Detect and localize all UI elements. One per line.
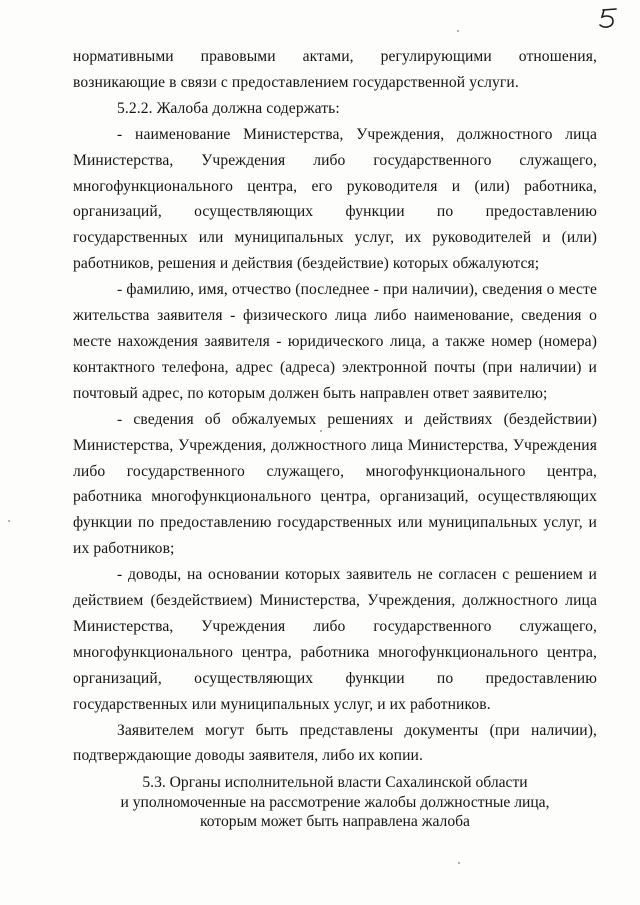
paragraph-item-decisions: - сведения об обжалуемых решениях и действиях (бездействии) Министерства, Учреждения, должностного лица Министерства, Учреждения либо государственного служащего, многофункционального центра, работника многофункционального центра, организаций, осуществляющих функции по предоставлению государственных или муниципальных услуг, и их работников;: [73, 410, 597, 558]
paragraph-item-arguments: - доводы, на основании которых заявитель не согласен с решением и действием (бездействием) Министерства, Учреждения, должностного лица Министерства, Учреждения либо государственного служащего, многофункционального центра, работника многофункционального центра, организаций, осуществляющих функции по предоставлению государственных или муниципальных услуг, и их работников.: [73, 566, 597, 713]
paragraph-continuation: нормативными правовыми актами, регулирующими отношения, возникающие в связи с предоставлением государственной услуги.: [73, 48, 597, 91]
scan-speck: [320, 430, 322, 432]
section-heading-5-3: [73, 773, 597, 832]
heading-line: 5.3. Органы исполнительной власти Сахалинской области: [142, 774, 528, 791]
handwritten-page-number: [594, 6, 622, 32]
heading-line: которым может быть направлена жалоба: [200, 813, 470, 830]
paragraph-item-name: - наименование Министерства, Учреждения, должностного лица Министерства, Учреждения либо государственного служащего, многофункционального центра, его руководителя и (или) работника, организаций, осуществляющих функции по предоставлению государственных или муниципальных услуг, их руководителей и (или) работников, решения и действия (бездействие) которых обжалуются;: [73, 125, 597, 273]
paragraph-item-applicant: - фамилию, имя, отчество (последнее - при наличии), сведения о месте жительства заявителя - физического лица либо наименование, сведения о месте нахождения заявителя - юридического лица, а также номер (номера) контактного телефона, адрес (адреса) электронной почты (при наличии) и почтовый адрес, по которым должен быть направлен ответ заявителю;: [73, 281, 597, 402]
paragraph-clause-5-2-2: 5.2.2. Жалоба должна содержать:: [117, 99, 340, 117]
paragraph-documents: Заявителем могут быть представлены документы (при наличии), подтверждающие доводы заявителя, либо их копии.: [73, 721, 597, 765]
page-number-mark: [594, 6, 622, 32]
heading-line: и уполномоченные на рассмотрение жалобы должностные лица,: [120, 793, 550, 811]
scan-speck: [8, 520, 10, 522]
scan-speck: [457, 30, 459, 32]
document-body: [73, 44, 597, 769]
scan-speck: [458, 862, 460, 864]
